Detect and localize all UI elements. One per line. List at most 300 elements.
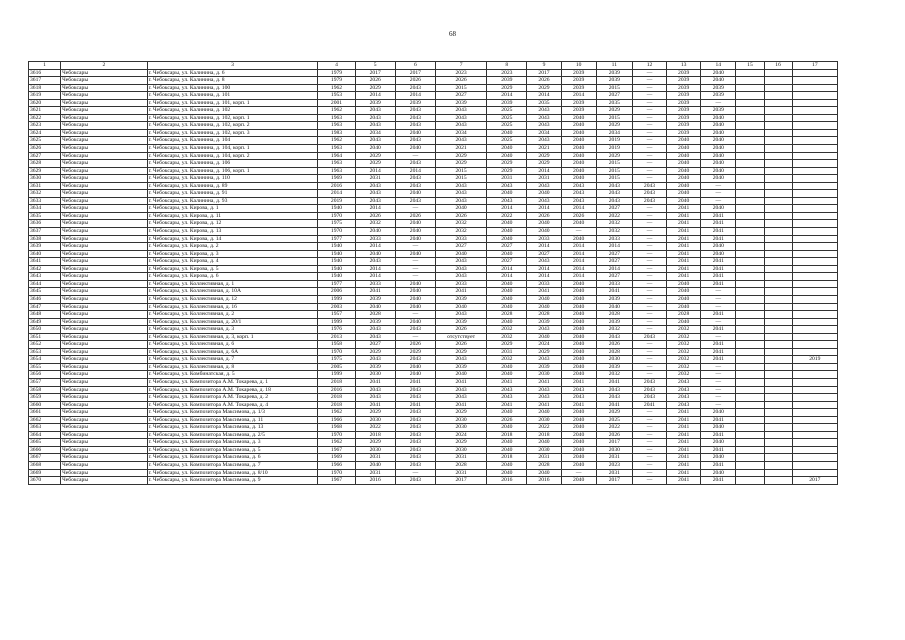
table-cell: 2032 [667,363,701,371]
table-cell: 2043 [395,197,435,205]
table-cell: г. Чебоксары, ул. Композитора Максимова, д. 7 [147,461,318,469]
table-cell: 2031 [355,175,395,183]
table-cell [764,122,792,130]
table-cell: Чебоксары [61,122,147,130]
table-row [29,280,838,288]
table-cell: — [395,273,435,281]
table-cell: 2043 [632,394,666,402]
table-cell: 2040 [487,250,527,258]
table-cell: Чебоксары [61,341,147,349]
table-cell: 2040 [701,69,736,77]
table-cell: 2043 [435,122,486,130]
table-cell: 2040 [355,145,395,153]
table-cell: 2018 [318,378,355,386]
table-cell: г. Чебоксары, ул. Калинина, д. 8 [147,77,318,85]
table-cell [764,190,792,198]
table-cell: 3649 [29,318,61,326]
table-cell: — [632,152,666,160]
table-cell [736,311,764,319]
table-cell: г. Чебоксары, ул. Композитора Максимова, д. 2/5 [147,431,318,439]
table-cell: 2014 [561,92,596,100]
table-cell: — [395,243,435,251]
table-cell [764,273,792,281]
table-cell: 1979 [318,77,355,85]
column-header: 13 [667,62,701,70]
table-cell: 2015 [596,84,632,92]
table-cell [764,394,792,402]
table-cell: 2043 [527,114,561,122]
table-cell [764,446,792,454]
table-cell: 2014 [355,167,395,175]
table-cell: 2014 [318,190,355,198]
table-cell: — [632,461,666,469]
table-row [29,114,838,122]
table-cell: — [632,439,666,447]
table-cell: 2041 [701,311,736,319]
table-cell: 2014 [355,273,395,281]
table-cell: 3647 [29,303,61,311]
table-cell: г. Чебоксары, ул. Композитора Максимова, д. 8/10 [147,469,318,477]
table-cell: 2041 [667,409,701,417]
table-cell: 2040 [561,477,596,485]
table-cell: 3627 [29,152,61,160]
table-cell [764,326,792,334]
table-cell [792,318,837,326]
table-cell: 2040 [561,167,596,175]
table-cell: 2043 [527,394,561,402]
table-row [29,69,838,77]
table-row [29,205,838,213]
table-cell: 3619 [29,92,61,100]
table-cell [764,243,792,251]
table-cell: 2032 [667,341,701,349]
table-cell [736,77,764,85]
table-cell: г. Чебоксары, ул. Коллективная, д. 8 [147,363,318,371]
table-cell: 2040 [487,235,527,243]
table-cell: 2040 [561,318,596,326]
table-cell: 2043 [435,311,486,319]
table-cell: 2041 [527,378,561,386]
table-cell [792,333,837,341]
table-cell: 2031 [596,454,632,462]
table-cell: 2039 [561,99,596,107]
table-cell: 3620 [29,99,61,107]
table-cell: 2031 [355,469,395,477]
table-cell: 2041 [667,265,701,273]
table-cell: 2041 [667,235,701,243]
column-header: 10 [561,62,596,70]
table-cell: 3635 [29,212,61,220]
table-cell: 2039 [527,318,561,326]
table-row [29,250,838,258]
table-cell: 2043 [395,416,435,424]
table-cell: Чебоксары [61,446,147,454]
table-cell: — [395,258,435,266]
table-cell: 2040 [701,424,736,432]
table-cell: 1963 [318,167,355,175]
column-header: 5 [355,62,395,70]
table-cell [792,167,837,175]
table-cell: г. Чебоксары, ул. Композитора Максимова, д. 13 [147,424,318,432]
table-cell: 2029 [596,122,632,130]
table-cell: 2041 [701,348,736,356]
table-cell: 2027 [527,250,561,258]
table-cell: Чебоксары [61,288,147,296]
table-cell: 2029 [487,160,527,168]
table-cell: 2039 [667,114,701,122]
table-cell: 2029 [435,160,486,168]
table-cell: 2040 [596,303,632,311]
table-cell [736,356,764,364]
table-cell: 2039 [355,99,395,107]
table-cell: 2014 [596,265,632,273]
table-cell: 2026 [435,212,486,220]
table-cell: 3653 [29,348,61,356]
table-row [29,273,838,281]
table-cell: 2043 [435,394,486,402]
table-cell: — [632,107,666,115]
table-cell: 2043 [395,477,435,485]
table-cell: 3648 [29,311,61,319]
header-row [29,62,838,70]
table-cell: — [632,220,666,228]
table-cell: 1999 [318,295,355,303]
table-cell [792,469,837,477]
table-cell: 2043 [395,431,435,439]
table-row [29,303,838,311]
table-cell: 2028 [355,311,395,319]
table-cell [792,160,837,168]
table-cell: 3631 [29,182,61,190]
table-cell: 2041 [701,265,736,273]
table-cell: 2040 [701,250,736,258]
table-cell: 2040 [701,409,736,417]
table-cell: — [632,84,666,92]
table-cell: 2043 [395,122,435,130]
table-cell: г. Чебоксары, ул. Калинина, д. 102, корп. 2 [147,122,318,130]
table-cell: 2040 [561,348,596,356]
table-cell: 2043 [667,401,701,409]
table-row [29,341,838,349]
table-cell: — [701,386,736,394]
table-cell: 2032 [596,228,632,236]
table-cell: 2029 [355,439,395,447]
table-cell: Чебоксары [61,424,147,432]
table-cell: Чебоксары [61,454,147,462]
table-cell: 2030 [435,446,486,454]
table-cell: Чебоксары [61,431,147,439]
table-cell: 2040 [667,167,701,175]
table-cell: 2040 [667,197,701,205]
table-cell: 2040 [561,363,596,371]
table-cell: Чебоксары [61,205,147,213]
table-cell: 2041 [667,431,701,439]
table-cell: — [632,228,666,236]
table-cell: 1962 [318,107,355,115]
table-cell: 2040 [561,454,596,462]
table-cell: 2040 [487,303,527,311]
table-cell [764,145,792,153]
table-cell: 2040 [667,137,701,145]
table-cell: — [632,258,666,266]
table-cell: г. Чебоксары, ул. Коллективная, д. 16 [147,303,318,311]
table-cell [764,99,792,107]
table-cell: 3618 [29,84,61,92]
table-cell: 1979 [318,69,355,77]
table-cell: 2033 [355,235,395,243]
table-cell: 3669 [29,469,61,477]
table-cell: 1983 [318,129,355,137]
table-cell: 2040 [701,205,736,213]
table-cell: 2017 [527,69,561,77]
table-cell [736,205,764,213]
table-cell: 2041 [701,446,736,454]
table-cell: — [632,212,666,220]
table-row [29,454,838,462]
table-cell: 2017 [355,69,395,77]
table-cell: 2040 [395,129,435,137]
table-cell [792,69,837,77]
table-cell: 2043 [355,356,395,364]
table-cell: — [395,311,435,319]
table-cell [764,258,792,266]
table-cell [792,77,837,85]
table-cell: — [701,333,736,341]
table-row [29,469,838,477]
table-cell: 2017 [596,439,632,447]
table-cell [736,258,764,266]
table-cell: 2014 [561,205,596,213]
table-cell: 2027 [596,205,632,213]
table-cell: 2040 [561,114,596,122]
table-cell [736,114,764,122]
table-cell: 2040 [395,371,435,379]
table-cell [736,295,764,303]
table-cell: 2041 [701,341,736,349]
table-cell: 2041 [632,401,666,409]
table-cell: 2030 [596,356,632,364]
table-cell: Чебоксары [61,182,147,190]
table-cell [764,175,792,183]
table-cell [736,228,764,236]
table-cell: Чебоксары [61,326,147,334]
table-cell: 2041 [667,461,701,469]
table-cell: 3670 [29,477,61,485]
table-cell: Чебоксары [61,167,147,175]
table-cell: г. Чебоксары, ул. Калинина, д. 110 [147,175,318,183]
table-cell: 2040 [701,243,736,251]
table-cell: 2043 [395,461,435,469]
table-cell [792,235,837,243]
table-cell [736,341,764,349]
table-cell: — [632,129,666,137]
table-cell [764,371,792,379]
table-cell: 2022 [355,424,395,432]
table-cell [792,107,837,115]
table-cell: 2040 [561,280,596,288]
table-cell: 2025 [487,137,527,145]
table-cell: 2014 [487,265,527,273]
table-cell [792,99,837,107]
table-cell: 3643 [29,273,61,281]
table-cell [764,431,792,439]
table-cell: 2033 [596,235,632,243]
table-cell [764,182,792,190]
table-cell [736,92,764,100]
table-cell: 2041 [667,469,701,477]
table-cell: 2043 [395,446,435,454]
table-cell: 2043 [527,197,561,205]
table-cell: 2043 [487,197,527,205]
table-cell: 2026 [527,212,561,220]
table-cell [736,280,764,288]
table-cell: 2043 [435,107,486,115]
table-cell: Чебоксары [61,197,147,205]
table-cell: г. Чебоксары, ул. Кирова, д. 12 [147,220,318,228]
table-cell [736,394,764,402]
table-cell: 2026 [435,341,486,349]
table-cell [736,371,764,379]
table-cell: 2039 [667,77,701,85]
table-cell: Чебоксары [61,333,147,341]
table-cell: 2043 [435,273,486,281]
table-cell [792,205,837,213]
table-cell: 1999 [318,371,355,379]
table-cell: 1963 [318,122,355,130]
table-cell [792,122,837,130]
table-cell: 2040 [667,318,701,326]
table-cell: 2015 [435,84,486,92]
table-cell: — [632,303,666,311]
table-cell: 2017 [435,477,486,485]
table-cell: г. Чебоксары, ул. Калинина, д. 106, корп. 1 [147,167,318,175]
table-cell: 3664 [29,431,61,439]
table-cell: 2040 [435,250,486,258]
table-cell: 2026 [527,77,561,85]
table-cell: 2043 [561,197,596,205]
table-cell: 2041 [667,439,701,447]
table-cell: 2041 [701,273,736,281]
table-cell: 2013 [318,333,355,341]
table-cell: 2019 [318,197,355,205]
table-cell: 2028 [596,311,632,319]
table-cell: Чебоксары [61,386,147,394]
table-cell [792,461,837,469]
table-cell: 2026 [596,431,632,439]
table-cell [736,273,764,281]
table-row [29,318,838,326]
table-cell: 2043 [435,137,486,145]
table-cell: 2043 [395,439,435,447]
table-cell: 2034 [355,129,395,137]
table-cell: 3656 [29,371,61,379]
table-cell: г. Чебоксары, ул. Коллективная, д. 7 [147,356,318,364]
table-cell: 2039 [667,129,701,137]
table-cell: Чебоксары [61,265,147,273]
table-cell: 2039 [596,363,632,371]
table-row [29,243,838,251]
table-cell: 2040 [355,461,395,469]
table-cell: 2040 [561,235,596,243]
table-cell: 1940 [318,250,355,258]
table-cell: 2031 [527,175,561,183]
table-cell: — [395,265,435,273]
table-row [29,122,838,130]
table-cell: — [632,454,666,462]
table-cell: 2039 [561,69,596,77]
table-cell: 2040 [701,137,736,145]
table-cell: г. Чебоксары, ул. Калинина, д. 102 [147,107,318,115]
table-cell [792,311,837,319]
page-number: 68 [449,30,456,38]
table-cell: Чебоксары [61,129,147,137]
table-cell: 1970 [318,228,355,236]
table-cell: 2016 [527,477,561,485]
table-cell: 2034 [527,129,561,137]
table-cell: 2024 [435,431,486,439]
table-row [29,416,838,424]
table-cell: 1962 [318,137,355,145]
table-cell: 2040 [395,280,435,288]
table-cell: 2041 [561,401,596,409]
table-cell: 2027 [435,243,486,251]
table-cell: 2026 [596,341,632,349]
table-cell: 2043 [527,107,561,115]
table-cell: 2041 [667,416,701,424]
table-cell [792,303,837,311]
table-row [29,439,838,447]
table-cell: 2043 [395,454,435,462]
table-cell [764,477,792,485]
table-cell: 2040 [701,145,736,153]
table-cell [764,69,792,77]
table-cell: 2040 [701,469,736,477]
table-row [29,152,838,160]
table-row [29,175,838,183]
table-cell: г. Чебоксары, ул. Калинина, д. 100 [147,84,318,92]
table-cell [764,469,792,477]
column-header: 3 [147,62,318,70]
table-cell: г. Чебоксары, ул. Кирова, д. 5 [147,265,318,273]
table-cell: 2039 [701,107,736,115]
table-cell [764,152,792,160]
table-cell [792,258,837,266]
table-cell [792,273,837,281]
table-cell: 1940 [318,205,355,213]
table-cell: г. Чебоксары, ул. Композитора А.М. Токарева, д. 18 [147,386,318,394]
table-row [29,129,838,137]
table-cell: 2039 [561,84,596,92]
table-cell: 2040 [487,446,527,454]
table-cell: 2026 [355,212,395,220]
table-row [29,137,838,145]
column-header: 14 [701,62,736,70]
table-cell: 2015 [435,167,486,175]
table-cell [736,129,764,137]
table-cell: г. Чебоксары, ул. Кирова, д. 14 [147,235,318,243]
table-cell: 1970 [318,212,355,220]
table-cell [764,356,792,364]
table-cell: 2043 [632,386,666,394]
table-cell: 2040 [561,409,596,417]
table-cell: 2027 [435,92,486,100]
table-cell [792,371,837,379]
table-cell: 2030 [355,371,395,379]
table-row [29,228,838,236]
table-cell: 2023 [435,69,486,77]
table-cell [792,182,837,190]
table-cell: г. Чебоксары, ул. Композитора А.М. Токарева, д. 1 [147,378,318,386]
